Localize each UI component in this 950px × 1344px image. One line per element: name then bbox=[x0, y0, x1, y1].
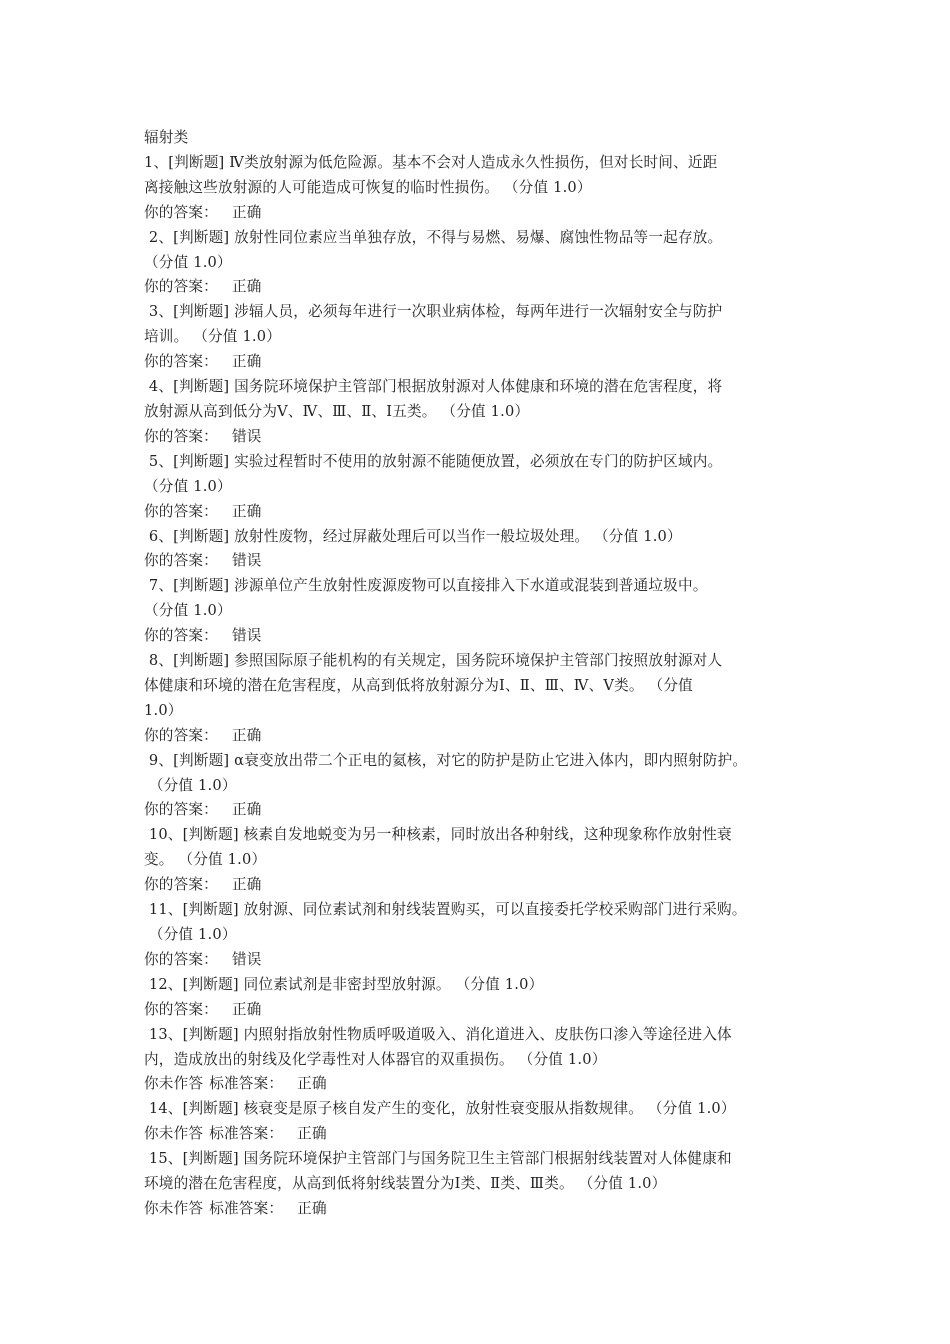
standard-answer-label: 标准答案： bbox=[209, 1125, 284, 1143]
answer-label: 你的答案： bbox=[144, 627, 218, 645]
question-text-line: 15、[判断题] 国务院环境保护主管部门与国务院卫生主管部门根据射线装置对人体健康和 bbox=[144, 1150, 732, 1168]
question-text-line: （分值 1.0） bbox=[144, 926, 237, 943]
question-item bbox=[144, 973, 824, 1023]
answer-label: 你的答案： bbox=[144, 203, 218, 221]
standard-answer-label: 标准答案： bbox=[209, 1199, 284, 1217]
answer-row bbox=[144, 1197, 824, 1222]
question-text-line: 11、[判断题] 放射源、同位素试剂和射线装置购买，可以直接委托学校采购部门进行采购。 bbox=[144, 901, 747, 919]
question-item bbox=[144, 375, 824, 450]
question-text-line: （分值 1.0） bbox=[144, 253, 232, 271]
answer-row bbox=[144, 1122, 824, 1147]
question-text-line: 体健康和环境的潜在危害程度，从高到低将放射源分为Ⅰ、Ⅱ、Ⅲ、Ⅳ、Ⅴ类。 （分值 bbox=[144, 676, 693, 694]
answer-row bbox=[144, 873, 824, 898]
question-item bbox=[144, 525, 824, 575]
document-title: 辐射类 bbox=[144, 129, 189, 146]
question-text-line: 离接触这些放射源的人可能造成可恢复的临时性损伤。 （分值 1.0） bbox=[144, 178, 592, 196]
answer-value: 正确 bbox=[297, 1125, 327, 1143]
document-content bbox=[144, 126, 824, 1222]
question-text-line: 5、[判断题] 实验过程暂时不使用的放射源不能随便放置，必须放在专门的防护区域内。 bbox=[144, 452, 723, 470]
question-text-line: 13、[判断题] 内照射指放射性物质呼吸道吸入、消化道进入、皮肤伤口渗入等途径进入体 bbox=[144, 1025, 732, 1043]
answer-value: 错误 bbox=[231, 552, 262, 570]
question-item bbox=[144, 898, 824, 973]
answer-row bbox=[144, 624, 824, 649]
answer-label: 你未作答 bbox=[144, 1125, 204, 1143]
question-text-line: 1.0） bbox=[144, 701, 183, 719]
answer-value: 正确 bbox=[231, 203, 262, 221]
standard-answer-label: 标准答案： bbox=[209, 1075, 284, 1093]
answer-label: 你的答案： bbox=[144, 502, 218, 520]
question-item bbox=[144, 300, 824, 375]
question-text-line: 内，造成放出的射线及化学毒性对人体器官的双重损伤。 （分值 1.0） bbox=[144, 1050, 607, 1068]
answer-row bbox=[144, 275, 824, 300]
answer-value: 正确 bbox=[231, 353, 262, 371]
answer-row bbox=[144, 948, 824, 973]
question-item bbox=[144, 749, 824, 824]
question-item bbox=[144, 450, 824, 525]
question-text-line: 9、[判断题] α衰变放出带二个正电的氦核，对它的防护是防止它进入体内，即内照射防护。 bbox=[144, 751, 748, 769]
answer-label: 你的答案： bbox=[144, 278, 218, 296]
question-text-line: 变。 （分值 1.0） bbox=[144, 851, 267, 869]
answer-label: 你未作答 bbox=[144, 1199, 204, 1217]
question-item bbox=[144, 649, 824, 749]
question-text-line: 环境的潜在危害程度，从高到低将射线装置分为Ⅰ类、Ⅱ类、Ⅲ类。 （分值 1.0） bbox=[144, 1175, 667, 1193]
question-text-line: （分值 1.0） bbox=[144, 602, 232, 620]
answer-label: 你的答案： bbox=[144, 552, 218, 570]
answer-row bbox=[144, 798, 824, 823]
answer-row bbox=[144, 425, 824, 450]
answer-value: 错误 bbox=[231, 950, 262, 968]
answer-row bbox=[144, 724, 824, 749]
question-item bbox=[144, 1097, 824, 1147]
question-text-line: 10、[判断题] 核素自发地蜕变为另一种核素，同时放出各种射线，这种现象称作放射性衰 bbox=[144, 826, 732, 844]
question-text-line: 3、[判断题] 涉辐人员，必须每年进行一次职业病体检，每两年进行一次辐射安全与防护 bbox=[144, 303, 723, 321]
question-item bbox=[144, 1147, 824, 1222]
answer-value: 正确 bbox=[297, 1199, 327, 1217]
answer-row bbox=[144, 350, 824, 375]
question-item bbox=[144, 574, 824, 649]
answer-label: 你未作答 bbox=[144, 1075, 204, 1093]
answer-row bbox=[144, 549, 824, 574]
answer-row bbox=[144, 201, 824, 226]
answer-label: 你的答案： bbox=[144, 876, 218, 894]
answer-row bbox=[144, 998, 824, 1023]
answer-value: 正确 bbox=[231, 278, 262, 296]
answer-label: 你的答案： bbox=[144, 427, 218, 445]
question-text-line: 2、[判断题] 放射性同位素应当单独存放，不得与易燃、易爆、腐蚀性物品等一起存放。 bbox=[144, 228, 723, 246]
question-text-line: 培训。 （分值 1.0） bbox=[144, 328, 282, 346]
question-text-line: 12、[判断题] 同位素试剂是非密封型放射源。 （分值 1.0） bbox=[144, 975, 544, 993]
question-text-line: （分值 1.0） bbox=[144, 776, 237, 794]
answer-label: 你的答案： bbox=[144, 353, 218, 371]
answer-value: 正确 bbox=[231, 801, 262, 819]
question-text-line: 放射源从高到低分为Ⅴ、Ⅳ、Ⅲ、Ⅱ、Ⅰ五类。 （分值 1.0） bbox=[144, 402, 530, 420]
question-text-line: 1、[判断题] Ⅳ类放射源为低危险源。基本不会对人造成永久性损伤，但对长时间、近距 bbox=[144, 153, 718, 171]
question-item bbox=[144, 1023, 824, 1098]
question-text-line: 4、[判断题] 国务院环境保护主管部门根据放射源对人体健康和环境的潜在危害程度，将 bbox=[144, 378, 723, 396]
question-text-line: 14、[判断题] 核衰变是原子核自发产生的变化，放射性衰变服从指数规律。 （分值 1.0） bbox=[144, 1100, 736, 1118]
answer-row bbox=[144, 500, 824, 525]
answer-label: 你的答案： bbox=[144, 1000, 218, 1018]
question-text-line: （分值 1.0） bbox=[144, 477, 232, 495]
answer-value: 错误 bbox=[231, 427, 262, 445]
answer-value: 正确 bbox=[297, 1075, 327, 1093]
answer-value: 错误 bbox=[231, 627, 262, 645]
answer-value: 正确 bbox=[231, 502, 262, 520]
answer-label: 你的答案： bbox=[144, 950, 218, 968]
question-text-line: 6、[判断题] 放射性废物，经过屏蔽处理后可以当作一般垃圾处理。 （分值 1.0） bbox=[144, 527, 682, 545]
answer-value: 正确 bbox=[231, 1000, 262, 1018]
answer-label: 你的答案： bbox=[144, 726, 218, 744]
question-text-line: 7、[判断题] 涉源单位产生放射性废源废物可以直接排入下水道或混装到普通垃圾中。 bbox=[144, 577, 708, 595]
question-item bbox=[144, 823, 824, 898]
answer-label: 你的答案： bbox=[144, 801, 218, 819]
answer-value: 正确 bbox=[231, 726, 262, 744]
answer-value: 正确 bbox=[231, 876, 262, 894]
question-item bbox=[144, 226, 824, 301]
question-text-line: 8、[判断题] 参照国际原子能机构的有关规定，国务院环境保护主管部门按照放射源对人 bbox=[144, 652, 723, 670]
question-item bbox=[144, 151, 824, 226]
answer-row bbox=[144, 1072, 824, 1097]
